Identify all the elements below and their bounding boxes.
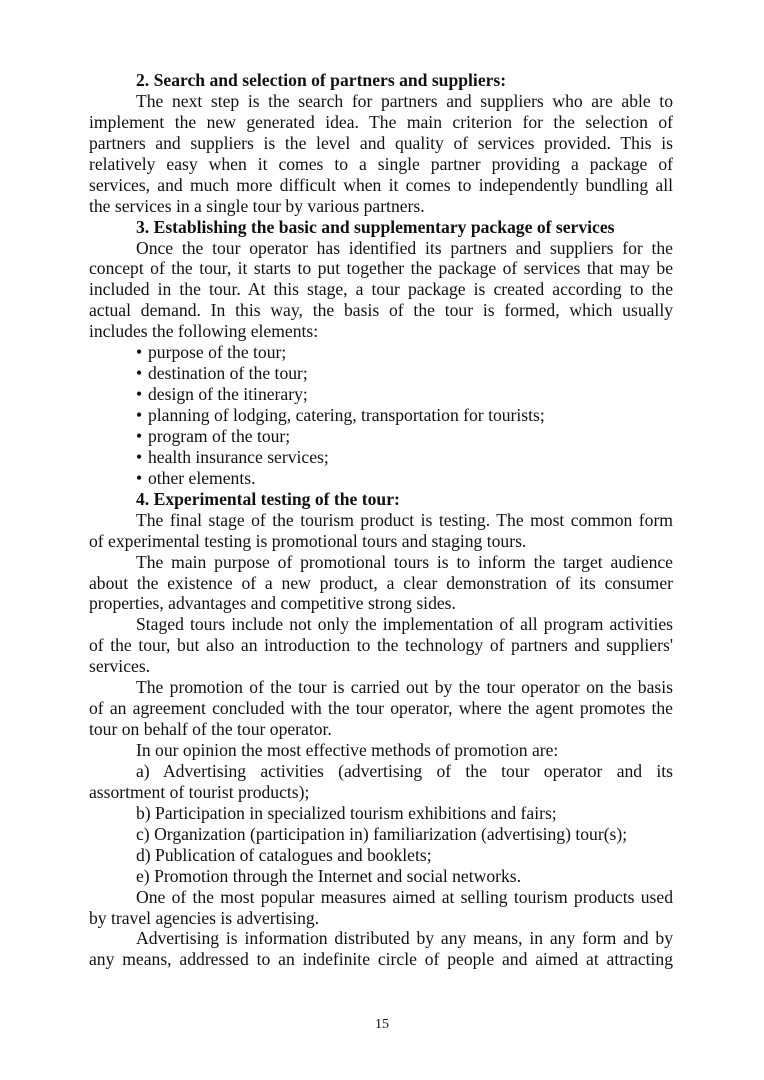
bullet-icon: • [136, 384, 143, 405]
bullet-item [89, 363, 673, 384]
body-text-line: tour on behalf of the tour operator. [89, 719, 332, 740]
bullet-text: planning of lodging, catering, transportation for tourists; [148, 405, 545, 425]
body-text-line: The next step is the search for partners and suppliers who are able to [136, 90, 673, 111]
bullet-icon: • [136, 342, 143, 363]
body-text-line: actual demand. In this way, the basis of the tour is formed, which usually [89, 300, 673, 321]
body-text-line: Once the tour operator has identified its partners and suppliers for the [136, 237, 673, 258]
body-text-line: any means, addressed to an indefinite circle of people and aimed at attracting [89, 949, 673, 970]
bullet-icon: • [136, 425, 143, 446]
bullet-text: design of the itinerary; [148, 384, 308, 405]
body-text-line: Staged tours include not only the implementation of all program activities [136, 614, 673, 635]
body-text-line: about the existence of a new product, a clear demonstration of its consumer [89, 572, 673, 593]
section-heading: 3. Establishing the basic and supplementary package of services [136, 216, 615, 237]
body-text-line: properties, advantages and competitive strong sides. [89, 593, 456, 614]
body-text-line: of experimental testing is promotional tours and staging tours. [89, 530, 527, 551]
section-heading: 2. Search and selection of partners and suppliers: [136, 70, 507, 90]
page-number: 15 [375, 1017, 389, 1032]
body-text-line: by travel agencies is advertising. [89, 907, 320, 928]
body-text-line: partners and suppliers is the level and quality of services provided. This is [89, 132, 673, 153]
body-text-line: relatively easy when it comes to a single partner providing a package of [89, 153, 673, 174]
body-text-line: a) Advertising activities (advertising of the tour operator and its [136, 760, 673, 781]
body-text-line: In our opinion the most effective methods of promotion are: [136, 740, 559, 760]
body-text-line: c) Organization (participation in) familiarization (advertising) tour(s); [136, 823, 628, 844]
body-text-line: b) Participation in specialized tourism exhibitions and fairs; [136, 802, 557, 823]
body-text-line: The promotion of the tour is carried out by the tour operator on the basis [136, 677, 673, 698]
body-text-line: The final stage of the tourism product is testing. The most common form [136, 509, 673, 530]
bullet-text: other elements. [148, 467, 256, 488]
body-text-line: Advertising is information distributed by any means, in any form and by [136, 928, 673, 949]
body-text-line: e) Promotion through the Internet and social networks. [136, 865, 522, 886]
bullet-text: destination of the tour; [148, 363, 308, 384]
body-text-line: includes the following elements: [89, 321, 319, 342]
body-text-line: d) Publication of catalogues and booklets; [136, 844, 432, 865]
bullet-item [89, 426, 673, 447]
bullet-item [89, 405, 673, 426]
bullet-item [89, 468, 673, 489]
bullet-icon: • [136, 467, 143, 488]
bullet-item [89, 342, 673, 363]
body-text-line: The main purpose of promotional tours is to inform the target audience [136, 551, 673, 572]
bullet-icon: • [136, 363, 143, 384]
document-page [89, 70, 673, 970]
bullet-text: program of the tour; [148, 425, 291, 446]
body-text-line: implement the new generated idea. The main criterion for the selection of [89, 111, 673, 132]
body-text-line: One of the most popular measures aimed at selling tourism products used [136, 886, 673, 907]
body-text-line: included in the tour. At this stage, a tour package is created according to the [89, 279, 673, 300]
body-text-line: concept of the tour, it starts to put together the package of services that may be [89, 258, 673, 279]
bullet-icon: • [136, 446, 143, 467]
bullet-text: health insurance services; [148, 446, 329, 467]
body-text-line: of an agreement concluded with the tour operator, where the agent promotes the [89, 698, 673, 719]
body-text-line: services, and much more difficult when it comes to independently bundling all [89, 174, 673, 195]
bullet-text: purpose of the tour; [148, 342, 287, 363]
bullet-icon: • [136, 405, 143, 425]
section-heading: 4. Experimental testing of the tour: [136, 488, 400, 509]
body-text-line: services. [89, 656, 151, 677]
body-text-line: assortment of tourist products); [89, 781, 310, 802]
bullet-item [89, 384, 673, 405]
body-text-line: of the tour, but also an introduction to the technology of partners and suppliers' [89, 635, 673, 656]
body-text-line: the services in a single tour by various partners. [89, 195, 425, 216]
bullet-item [89, 447, 673, 468]
